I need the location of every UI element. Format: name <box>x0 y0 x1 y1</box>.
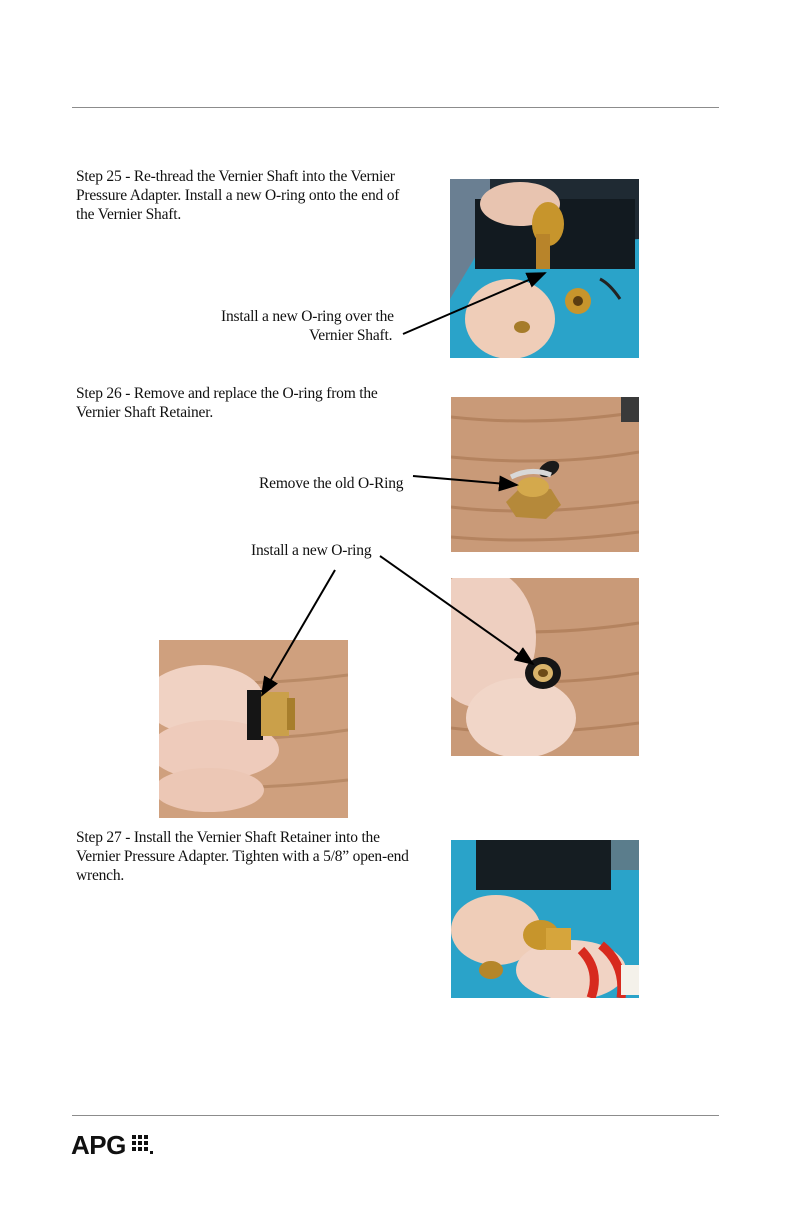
logo-grid-icon <box>130 1133 156 1157</box>
step-25-callout-line1: Install a new O-ring over the <box>221 308 394 325</box>
step-25-callout-line2: Vernier Shaft. <box>309 327 393 344</box>
arrow-remove <box>413 476 517 485</box>
apg-logo <box>71 1130 156 1160</box>
step-26-text: Step 26 - Remove and replace the O-ring from the Vernier Shaft Retainer. <box>76 385 378 421</box>
arrow-install-right <box>380 556 533 664</box>
arrow-step25 <box>403 273 545 334</box>
logo-text: APG <box>71 1130 126 1160</box>
footer-rule <box>72 1115 719 1116</box>
step-25-text: Step 25 - Re-thread the Vernier Shaft into the Vernier Pressure Adapter. Install a new O-ring onto the end of the Vernier Shaft. <box>76 168 400 223</box>
step-26-callout-install: Install a new O-ring <box>251 542 372 559</box>
step-26-callout-remove: Remove the old O-Ring <box>259 475 404 492</box>
step-27-text: Step 27 - Install the Vernier Shaft Retainer into the Vernier Pressure Adapter. Tighten with a 5/8” open-end wrench. <box>76 829 409 884</box>
arrow-install-left <box>262 570 335 695</box>
